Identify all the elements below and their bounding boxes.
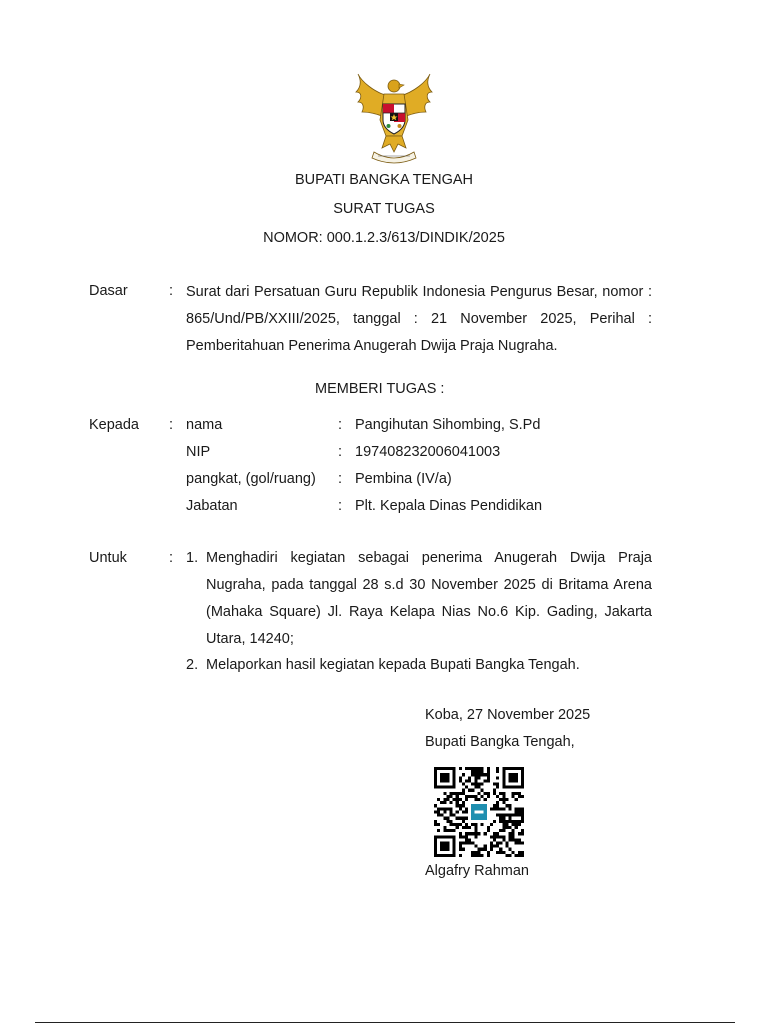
- qr-code-icon: [434, 767, 524, 857]
- document-number: NOMOR: 000.1.2.3/613/DINDIK/2025: [263, 230, 505, 246]
- field-position-label: Jabatan: [186, 498, 238, 514]
- dasar-text: Surat dari Persatuan Guru Republik Indonesia Pengurus Besar, nomor : 865/Und/PB/XXIII/2025, tanggal : 21 November 2025, Perihal : Pemberitahuan Penerima Anugerah Dwija Praja Nugraha.: [186, 284, 652, 354]
- dasar-colon: :: [169, 283, 174, 299]
- field-nip-colon: :: [338, 444, 343, 460]
- untuk-label: Untuk: [89, 550, 127, 566]
- field-position-colon: :: [338, 498, 343, 514]
- signatory-name: Algafry Rahman: [425, 863, 529, 879]
- field-name-value: Pangihutan Sihombing, S.Pd: [355, 417, 541, 433]
- untuk-item-1-text: Menghadiri kegiatan sebagai penerima Anugerah Dwija Praja Nugraha, pada tanggal 28 s.d 30 November 2025 di Britama Arena (Mahaka Square) Jl. Raya Kelapa Nias No.6 Kip. Gading, Jakarta Utara, 14240;: [206, 550, 652, 647]
- issuer-title: BUPATI BANGKA TENGAH: [294, 172, 474, 188]
- field-position-value: Plt. Kepala Dinas Pendidikan: [355, 498, 543, 514]
- field-rank-value: Pembina (IV/a): [355, 471, 452, 487]
- field-nip-label: NIP: [186, 444, 211, 460]
- memberi-tugas-heading: MEMBERI TUGAS :: [315, 381, 445, 397]
- untuk-item-1-number: 1.: [186, 550, 199, 566]
- field-nip-value: 197408232006041003: [355, 444, 501, 460]
- document-type: SURAT TUGAS: [333, 201, 435, 217]
- footer-divider: [35, 1022, 735, 1023]
- field-name-colon: :: [338, 417, 343, 433]
- field-rank-label: pangkat, (gol/ruang): [186, 471, 316, 487]
- dasar-label: Dasar: [89, 283, 128, 299]
- garuda-emblem-icon: [352, 72, 436, 164]
- untuk-item-2-text: Melaporkan hasil kegiatan kepada Bupati Bangka Tengah.: [206, 657, 580, 673]
- kepada-colon: :: [169, 417, 174, 433]
- kepada-label: Kepada: [89, 417, 139, 433]
- field-rank-colon: :: [338, 471, 343, 487]
- untuk-item-2-number: 2.: [186, 657, 199, 673]
- field-name-label: nama: [186, 417, 223, 433]
- untuk-colon: :: [169, 550, 174, 566]
- signature-place-date: Koba, 27 November 2025: [425, 707, 591, 723]
- signature-position: Bupati Bangka Tengah,: [425, 734, 575, 750]
